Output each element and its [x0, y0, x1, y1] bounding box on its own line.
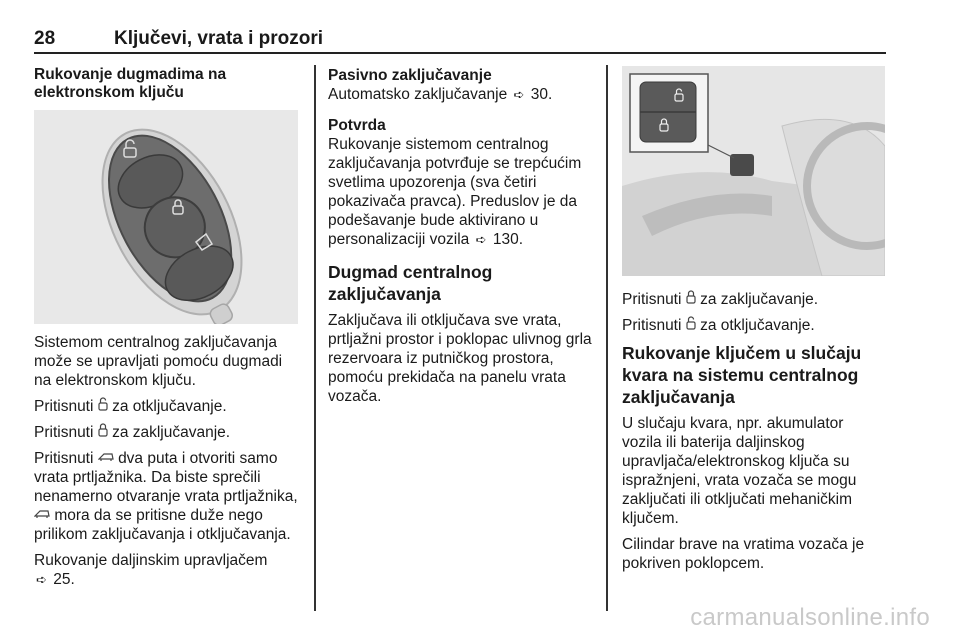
unlock-instruction: Pritisnuti za otključavanje.: [34, 398, 227, 415]
confirmation-text: Rukovanje sistemom centralnog zaključavanja potvrđuje se trepćućim svetlima upozorenja (sva četiri pokazivača pravca). Preduslov je da podešavanje bude aktivirano u personalizaciji vozila ➪ 130.: [328, 136, 582, 248]
column-2: [328, 66, 594, 413]
door-unlock-instruction: Pritisnuti za otključavanje.: [622, 317, 815, 334]
column-divider-1: [314, 65, 316, 611]
passive-locking-text: Automatsko zaključavanje ➪ 30.: [328, 86, 553, 103]
remote-reference: Rukovanje daljinskim upravljačem ➪ 25.: [34, 552, 268, 588]
key-failure-heading: Rukovanje ključem u slučaju kvara na sistemu centralnog zaključavanja: [622, 343, 862, 407]
central-locking-buttons-text: Zaključava ili otključava sve vrata, prtljažni prostor i poklopac ulivnog grla rezervoara iz putničkog prostora, pomoću prekidača na panelu vrata vozača.: [328, 312, 592, 405]
central-locking-text: Sistemom centralnog zaključavanja može se upravljati pomoću dugmadi na elektronskom ključu.: [34, 334, 283, 389]
trunk-symbol-icon: [34, 506, 50, 525]
lock-symbol-icon: [98, 423, 108, 442]
unlock-symbol-icon: [686, 316, 696, 335]
passive-page-link[interactable]: 30.: [530, 86, 553, 103]
key-buttons-heading: Rukovanje dugmadima na elektronskom ključu: [34, 66, 227, 101]
page-reference-icon: ➪: [475, 232, 487, 247]
column-1-body: [34, 333, 300, 596]
electronic-key-illustration: [34, 110, 298, 324]
page-reference-icon: ➪: [36, 572, 47, 587]
watermark: carmanualsonline.info: [690, 604, 930, 631]
lock-symbol-icon: [686, 290, 696, 309]
trunk-instruction: Pritisnuti dva puta i otvoriti samo vrata prtljažnika. Da biste sprečili nenamerno otvaranje vrata prtljažnika, mora da se pritisne duže nego prilikom zaključavanja i otključavanja.: [34, 450, 298, 543]
door-panel-illustration: [622, 66, 885, 276]
column-1: [34, 66, 300, 110]
remote-page-link[interactable]: 25.: [53, 571, 75, 588]
confirmation-heading: Potvrda: [328, 117, 386, 134]
passive-locking-heading: Pasivno zaključavanje: [328, 67, 492, 84]
column-3: [622, 290, 884, 580]
header-rule: [34, 52, 886, 54]
chapter-title: Ključevi, vrata i prozori: [114, 28, 324, 49]
confirmation-page-link[interactable]: 130.: [492, 231, 523, 248]
door-lock-instruction: Pritisnuti za zaključavanje.: [622, 291, 819, 308]
unlock-symbol-icon: [98, 397, 108, 416]
central-locking-buttons-heading: Dugmad centralnog zaključavanja: [328, 262, 493, 304]
lock-cylinder-text: Cilindar brave na vratima vozača je pokriven poklopcem.: [622, 536, 865, 572]
door-switch-figure: [622, 66, 885, 276]
column-divider-2: [606, 65, 608, 611]
page-number: 28: [34, 28, 56, 49]
electronic-key-figure: [34, 110, 298, 324]
page-header: [34, 28, 886, 52]
key-failure-text: U slučaju kvara, npr. akumulator vozila ili baterija daljinskog upravljača/elektronskog ključa su ispražnjeni, vrata vozača se mogu zaključati ili otključati mehaničkim ključem.: [622, 415, 857, 527]
trunk-symbol-icon: [98, 449, 114, 468]
page-reference-icon: ➪: [513, 87, 525, 102]
lock-instruction: Pritisnuti za zaključavanje.: [34, 424, 231, 441]
